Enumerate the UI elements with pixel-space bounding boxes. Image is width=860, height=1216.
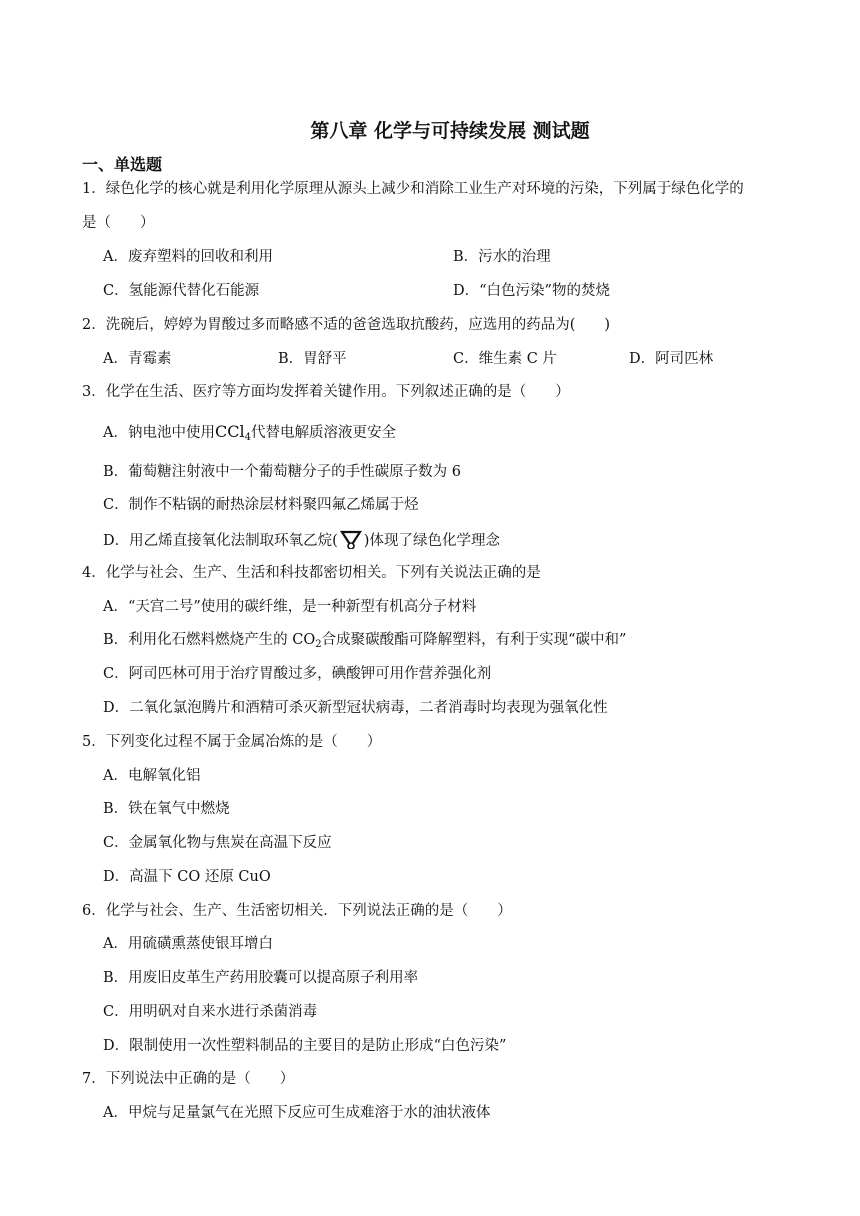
question-1-option-a: A．废弃塑料的回收和利用 xyxy=(103,249,273,265)
question-4-option-c: C．阿司匹林可用于治疗胃酸过多，碘酸钾可用作营养强化剂 xyxy=(103,666,492,682)
question-3-option-d-post: )体现了绿色化学理念 xyxy=(363,533,500,549)
question-5-option-c: C．金属氧化物与焦炭在高温下反应 xyxy=(103,835,332,851)
question-3-option-a-post: 代替电解质溶液更安全 xyxy=(250,425,396,441)
question-3-option-a xyxy=(103,422,396,448)
section-heading: 一、单选题 xyxy=(82,155,163,174)
question-4-stem: 4．化学与社会、生产、生活和科技都密切相关。下列有关说法正确的是 xyxy=(82,565,541,581)
question-7-stem: 7．下列说法中正确的是（ ） xyxy=(82,1071,295,1087)
question-2-stem: 2．洗碗后，婷婷为胃酸过多而略感不适的爸爸选取抗酸药，应选用的药品为( ) xyxy=(82,317,611,333)
question-6-option-c: C．用明矾对自来水进行杀菌消毒 xyxy=(103,1004,318,1020)
question-1-option-d: D．“白色污染”物的焚烧 xyxy=(453,283,610,299)
question-3-option-d-pre: D．用乙烯直接氧化法制取环氧乙烷( xyxy=(103,533,338,549)
question-4-option-b xyxy=(103,630,626,655)
page-title: 第八章 化学与可持续发展 测试题 xyxy=(310,120,590,142)
question-3-option-d xyxy=(103,529,500,551)
question-6-option-b: B．用废旧皮革生产药用胶囊可以提高原子利用率 xyxy=(103,970,419,986)
question-2-option-d: D．阿司匹林 xyxy=(629,351,714,367)
question-2-option-c: C．维生素 C 片 xyxy=(453,351,557,367)
question-3-option-b: B．葡萄糖注射液中一个葡萄糖分子的手性碳原子数为 6 xyxy=(103,464,461,480)
question-3-stem: 3．化学在生活、医疗等方面均发挥着关键作用。下列叙述正确的是（ ） xyxy=(82,384,570,400)
question-4-option-a: A．“天宫二号”使用的碳纤维，是一种新型有机高分子材料 xyxy=(103,599,477,615)
ccl4-subscript: 4 xyxy=(244,432,251,443)
question-1-option-b: B．污水的治理 xyxy=(453,249,551,265)
question-2-option-b: B．胃舒平 xyxy=(278,351,347,367)
question-5-option-b: B．铁在氧气中燃烧 xyxy=(103,801,230,817)
question-3-option-a-pre: A．钠电池中使用 xyxy=(103,425,215,441)
ethylene-oxide-structure-icon xyxy=(339,529,363,549)
question-4-option-d: D．二氧化氯泡腾片和酒精可杀灭新型冠状病毒，二者消毒时均表现为强氧化性 xyxy=(103,700,608,716)
question-2-option-a: A．青霉素 xyxy=(103,351,172,367)
question-1-option-c: C．氢能源代替化石能源 xyxy=(103,283,260,299)
question-5-stem: 5．下列变化过程不属于金属冶炼的是（ ） xyxy=(82,734,382,750)
question-6-stem: 6．化学与社会、生产、生活密切相关．下列说法正确的是（ ） xyxy=(82,903,512,919)
question-5-option-d: D．高温下 CO 还原 CuO xyxy=(103,869,271,885)
question-7-option-a: A．甲烷与足量氯气在光照下反应可生成难溶于水的油状液体 xyxy=(103,1105,491,1121)
question-4-option-b-post: 合成聚碳酸酯可降解塑料，有利于实现“碳中和” xyxy=(321,632,627,648)
question-1-stem-line2: 是（ ） xyxy=(82,215,155,231)
question-4-option-b-pre: B．利用化石燃料燃烧产生的 CO xyxy=(103,632,316,648)
question-3-option-c: C．制作不粘锅的耐热涂层材料聚四氟乙烯属于烃 xyxy=(103,497,419,513)
question-6-option-a: A．用硫磺熏蒸使银耳增白 xyxy=(103,936,273,952)
question-5-option-a: A．电解氧化铝 xyxy=(103,768,201,784)
question-1-stem-line1: 1．绿色化学的核心就是利用化学原理从源头上减少和消除工业生产对环境的污染，下列属于绿色化学的 xyxy=(82,181,744,197)
ccl4-formula: CCl xyxy=(214,422,245,441)
co2-subscript: 2 xyxy=(315,639,322,650)
question-6-option-d: D．限制使用一次性塑料制品的主要目的是防止形成“白色污染” xyxy=(103,1038,507,1054)
